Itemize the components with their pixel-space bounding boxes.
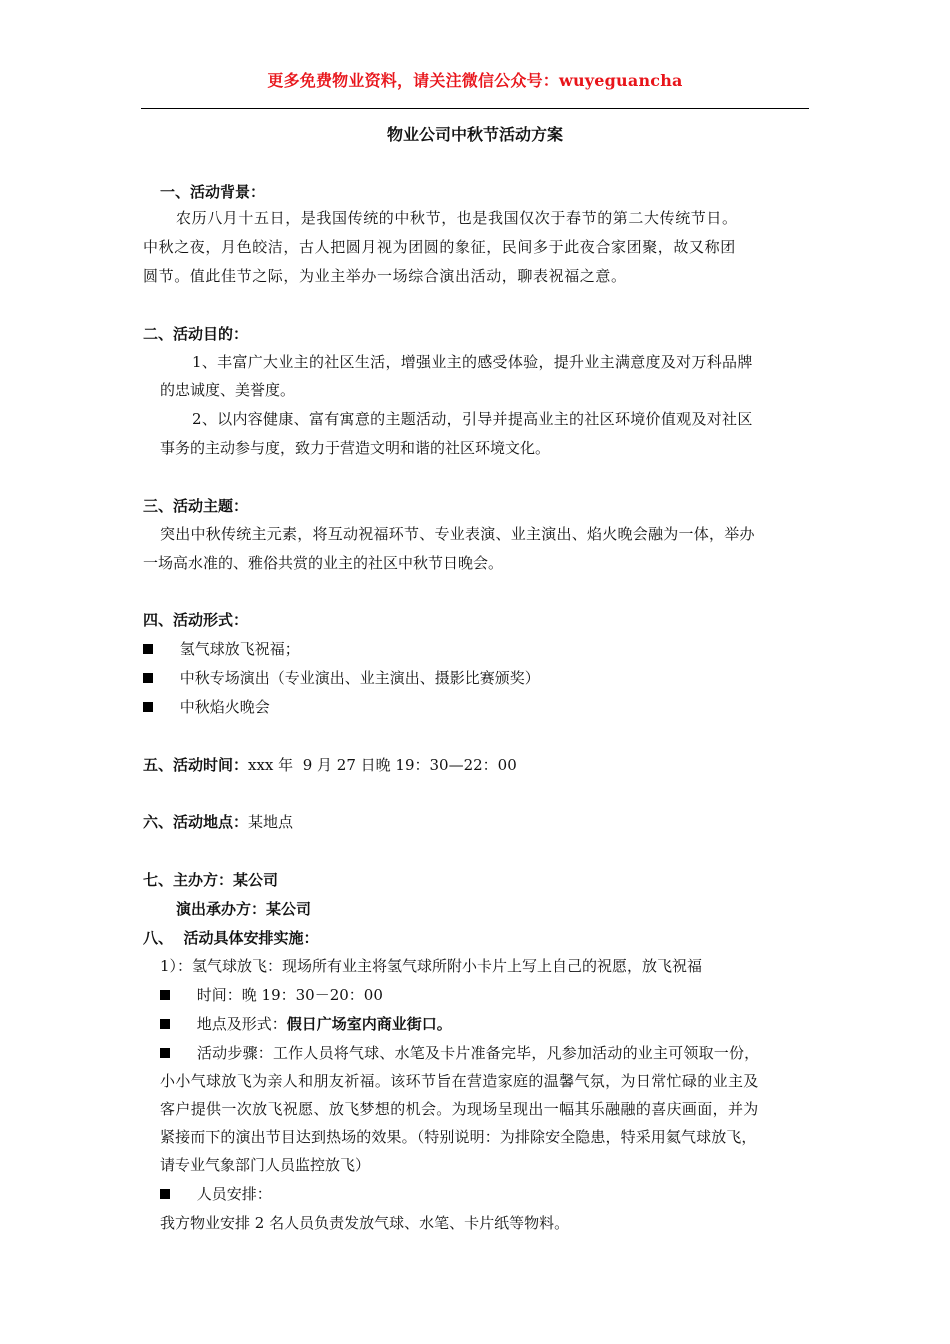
bullet-square-icon <box>143 702 153 712</box>
section7-subheading: 演出承办方：某公司 <box>176 900 312 918</box>
section3-line-1: 突出中秋传统主元素，将互动祝福环节、专业表演、业主演出、焰火晚会融为一体，举办 <box>160 525 755 543</box>
bullet-square-icon <box>143 673 153 683</box>
section6-heading: 六、活动地点： <box>143 813 249 831</box>
section8-steps-row <box>160 1043 759 1063</box>
section2-line-3: 2、以内容健康、富有寓意的主题活动，引导并提高业主的社区环境价值观及对社区 <box>192 410 753 428</box>
steps-line-1: 活动步骤：工作人员将气球、水笔及卡片准备完毕，凡参加活动的业主可领取一份， <box>196 1044 760 1062</box>
section4-item-label: 中秋专场演出（专业演出、业主演出、摄影比赛颁奖） <box>179 669 540 687</box>
header-promo-note: 更多免费物业资料，请关注微信公众号：wuyeguancha <box>267 71 683 90</box>
section8-sub1: 1）：氢气球放飞：现场所有业主将氢气球所附小卡片上写上自己的祝愿，放飞祝福 <box>160 957 703 975</box>
bullet-square-icon <box>160 1019 170 1029</box>
section2-heading: 二、活动目的： <box>143 325 249 343</box>
section1-line-2: 中秋之夜，月色皎洁，古人把圆月视为团圆的象征，民间多于此夜合家团聚，故又称团 <box>143 238 736 256</box>
section1-line-1: 农历八月十五日，是我国传统的中秋节，也是我国仅次于春节的第二大传统节日。 <box>176 209 738 227</box>
section2-line-4: 事务的主动参与度，致力于营造文明和谐的社区环境文化。 <box>160 439 551 457</box>
section3-heading: 三、活动主题： <box>143 497 249 515</box>
section4-item <box>143 668 540 688</box>
bullet-square-icon <box>143 644 153 654</box>
section6-line <box>143 812 293 832</box>
section5-line <box>143 755 517 775</box>
section4-item-label: 氢气球放飞祝福； <box>179 640 300 658</box>
bullet-square-icon <box>160 990 170 1000</box>
section4-item <box>143 639 300 659</box>
section8-heading: 八、 活动具体安排实施： <box>143 929 319 947</box>
section4-item-label: 中秋焰火晚会 <box>179 698 270 716</box>
balloon-time-text: 时间：晚 19：30－20：00 <box>196 986 383 1004</box>
section8-staff-row <box>160 1184 272 1204</box>
section5-heading: 五、活动时间： <box>143 756 249 774</box>
bullet-square-icon <box>160 1189 170 1199</box>
section1-line-3: 圆节。值此佳节之际，为业主举办一场综合演出活动，聊表祝福之意。 <box>143 267 627 285</box>
balloon-place-label: 地点及形式： <box>196 1015 287 1033</box>
header-divider <box>141 108 809 109</box>
staff-text: 我方物业安排 2 名人员负责发放气球、水笔、卡片纸等物料。 <box>160 1214 570 1232</box>
section4-item <box>143 697 270 717</box>
steps-line-4: 紧接而下的演出节目达到热场的效果。（特别说明：为排除安全隐患，特采用氦气球放飞， <box>160 1128 757 1146</box>
section8-time-row <box>160 985 383 1005</box>
steps-line-3: 客户提供一次放飞祝愿、放飞梦想的机会。为现场呈现出一幅其乐融融的喜庆画面，并为 <box>160 1100 759 1118</box>
steps-line-5: 请专业气象部门人员监控放飞） <box>160 1156 371 1174</box>
steps-line-2: 小小气球放飞为亲人和朋友祈福。该环节旨在营造家庭的温馨气氛，为日常忙碌的业主及 <box>160 1072 759 1090</box>
section7-heading: 七、主办方：某公司 <box>143 871 279 889</box>
section1-heading: 一、活动背景： <box>160 183 266 201</box>
staff-label: 人员安排： <box>196 1185 272 1203</box>
section2-line-2: 的忠诚度、美誉度。 <box>160 381 296 399</box>
bullet-square-icon <box>160 1048 170 1058</box>
activity-time-value: xxx 年 9 月 27 日晚 19：30—22：00 <box>248 756 517 774</box>
section3-line-2: 一场高水准的、雅俗共赏的业主的社区中秋节日晚会。 <box>143 554 504 572</box>
document-title: 物业公司中秋节活动方案 <box>386 125 563 144</box>
balloon-place-value: 假日广场室内商业街口。 <box>286 1015 452 1033</box>
section8-place-row <box>160 1014 452 1034</box>
activity-location-value: 某地点 <box>248 813 294 831</box>
section4-heading: 四、活动形式： <box>143 611 249 629</box>
section2-line-1: 1、丰富广大业主的社区生活，增强业主的感受体验，提升业主满意度及对万科品牌 <box>192 353 753 371</box>
